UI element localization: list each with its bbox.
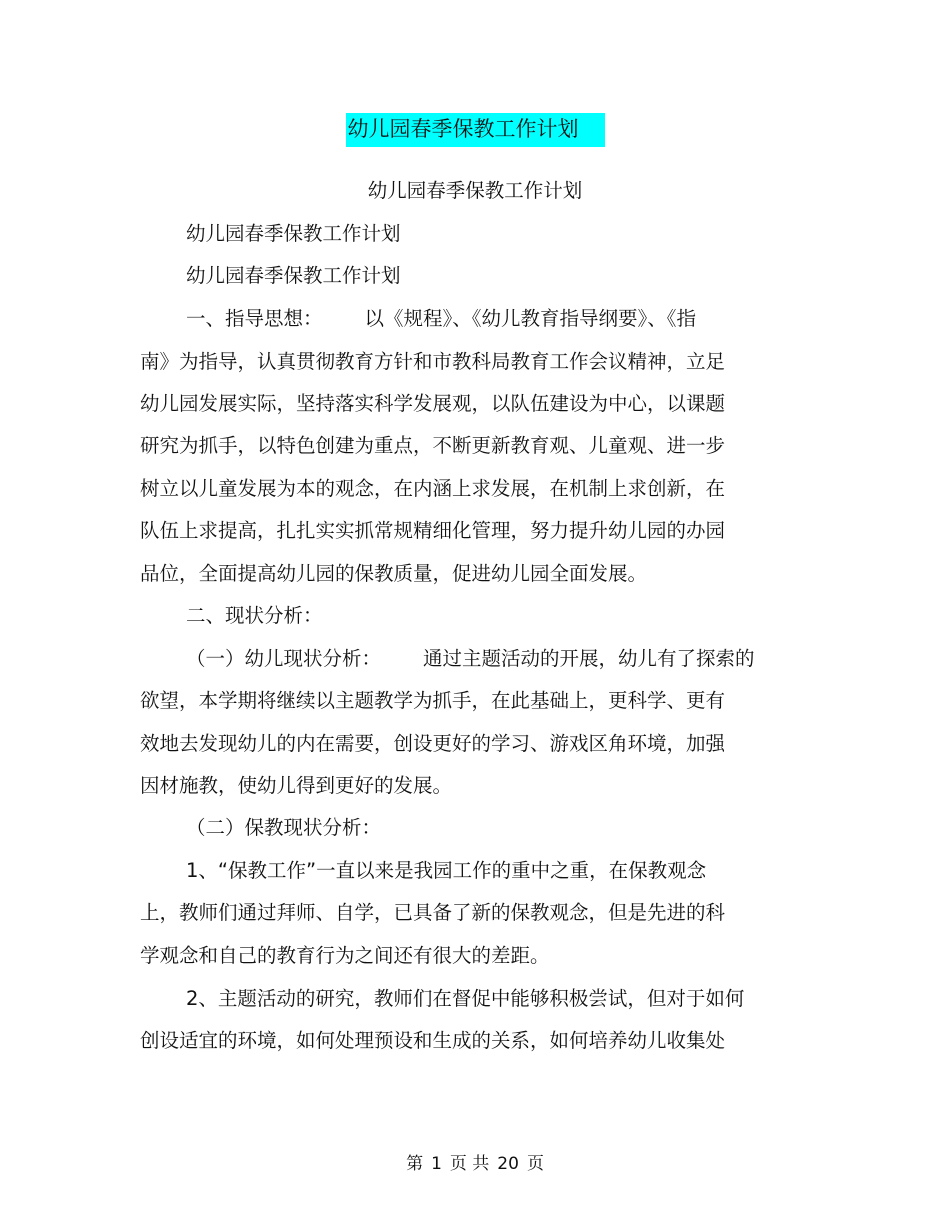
paragraph-line: 树立以儿童发展为本的观念，在内涵上求发展，在机制上求创新，在 <box>140 477 726 500</box>
paragraph-line: 南》为指导，认真贯彻教育方针和市教科局教育工作会议精神，立足 <box>140 350 726 373</box>
paragraph-line: 幼儿园春季保教工作计划 <box>186 264 401 287</box>
guide-text: 以《规程》、《幼儿教育指导纲要》、《指 <box>364 307 697 330</box>
paragraph-line: 欲望，本学期将继续以主题教学为抓手，在此基础上，更科学、更有 <box>140 689 726 712</box>
document-subtitle: 幼儿园春季保教工作计划 <box>367 179 583 202</box>
paragraph-line: 创设适宜的环境，如何处理预设和生成的关系，如何培养幼儿收集处 <box>140 1029 726 1052</box>
section-heading: 二、现状分析： <box>186 604 323 627</box>
paragraph-line: 品位，全面提高幼儿园的保教质量，促进幼儿园全面发展。 <box>140 562 648 585</box>
paragraph-line: 上，教师们通过拜师、自学，已具备了新的保教观念，但是先进的科 <box>140 901 726 924</box>
footer-total-pages: 20 <box>497 1154 519 1174</box>
paragraph-line: 队伍上求提高，扎扎实实抓常规精细化管理，努力提升幼儿园的办园 <box>140 519 726 542</box>
paragraph-line: 学观念和自己的教育行为之间还有很大的差距。 <box>140 944 550 967</box>
child-analysis-text: 通过主题活动的开展，幼儿有了探索的 <box>423 647 755 670</box>
guide-label: 一、指导思想： <box>186 307 323 330</box>
paragraph-line: 因材施教，使幼儿得到更好的发展。 <box>140 774 453 797</box>
paragraph-line: 幼儿园春季保教工作计划 <box>186 222 401 245</box>
guide-line <box>186 306 696 332</box>
child-analysis-label: （一）幼儿现状分析： <box>186 647 382 670</box>
section-heading: （二）保教现状分析： <box>186 816 382 839</box>
title-wrap <box>0 113 950 147</box>
footer-middle: 页 共 <box>449 1154 490 1174</box>
child-analysis-line <box>186 646 755 672</box>
paragraph-line: 1、“保教工作”一直以来是我园工作的重中之重，在保教观念 <box>186 859 707 882</box>
paragraph-line: 2、主题活动的研究，教师们在督促中能够积极尝试，但对于如何 <box>186 987 745 1010</box>
paragraph-line: 效地去发现幼儿的内在需要，创设更好的学习、游戏区角环境，加强 <box>140 732 726 755</box>
footer-page-number: 1 <box>431 1154 442 1174</box>
page-footer <box>0 1152 950 1176</box>
footer-suffix: 页 <box>526 1154 544 1174</box>
paragraph-line: 幼儿园发展实际，坚持落实科学发展观，以队伍建设为中心，以课题 <box>140 392 726 415</box>
paragraph-line: 研究为抓手，以特色创建为重点，不断更新教育观、儿童观、进一步 <box>140 434 726 457</box>
document-title: 幼儿园春季保教工作计划 <box>346 113 605 147</box>
footer-prefix: 第 <box>406 1154 424 1174</box>
